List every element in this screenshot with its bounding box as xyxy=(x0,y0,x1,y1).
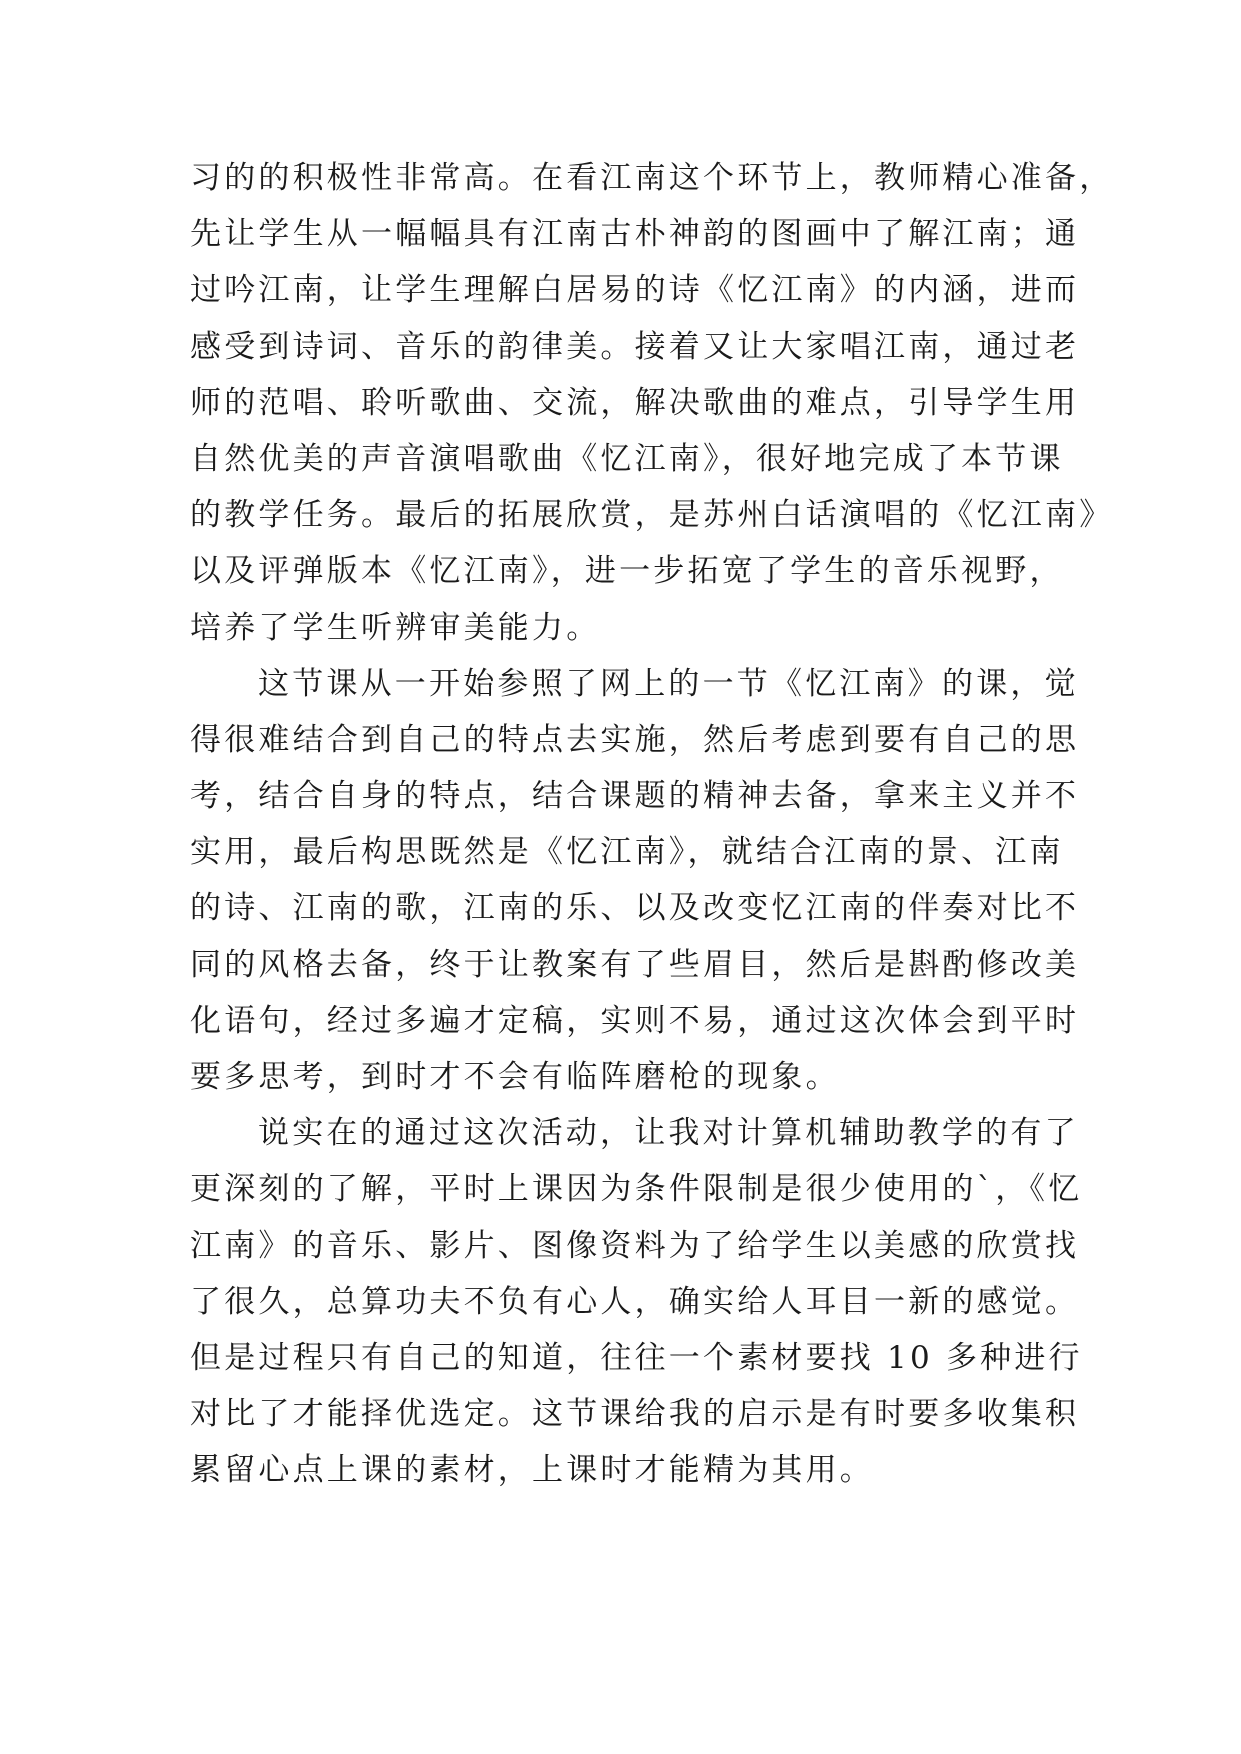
paragraph-2 xyxy=(190,656,1080,1106)
text-line: 说实在的通过这次活动，让我对计算机辅助教学的有了 xyxy=(258,1115,1079,1152)
text-line: 但是过程只有自己的知道，往往一个素材要找 10 多种进行 xyxy=(190,1339,1083,1376)
text-line: 更深刻的了解，平时上课因为条件限制是很少使用的`，《忆 xyxy=(190,1171,1083,1208)
text-line: 同的风格去备，终于让教案有了些眉目，然后是斟酌修改美 xyxy=(190,946,1080,983)
text-line: 这节课从一开始参照了网上的一节《忆江南》的课，觉 xyxy=(258,665,1079,702)
text-line: 考，结合自身的特点，结合课题的精神去备，拿来主义并不 xyxy=(190,778,1080,815)
text-line: 过吟江南，让学生理解白居易的诗《忆江南》的内涵，进而 xyxy=(190,272,1080,309)
text-line: 感受到诗词、音乐的韵律美。接着又让大家唱江南，通过老 xyxy=(190,328,1080,365)
text-line: 师的范唱、聆听歌曲、交流，解决歌曲的难点，引导学生用 xyxy=(190,384,1080,421)
text-line: 累留心点上课的素材，上课时才能精为其用。 xyxy=(190,1452,874,1489)
paragraph-1 xyxy=(190,150,1114,656)
text-line: 对比了才能择优选定。这节课给我的启示是有时要多收集积 xyxy=(190,1396,1080,1433)
text-line: 了很久，总算功夫不负有心人，确实给人耳目一新的感觉。 xyxy=(190,1283,1080,1320)
text-line: 要多思考，到时才不会有临阵磨枪的现象。 xyxy=(190,1059,840,1095)
text-line: 以及评弹版本《忆江南》，进一步拓宽了学生的音乐视野， xyxy=(190,553,1064,590)
text-line: 的诗、江南的歌，江南的乐、以及改变忆江南的伴奏对比不 xyxy=(190,890,1080,927)
document-body xyxy=(190,150,1114,1499)
text-line: 的教学任务。最后的拓展欣赏，是苏州白话演唱的《忆江南》 xyxy=(190,497,1114,534)
paragraph-3 xyxy=(190,1105,1083,1498)
text-line: 实用，最后构思既然是《忆江南》，就结合江南的景、江南 xyxy=(190,834,1064,871)
text-line: 先让学生从一幅幅具有江南古朴神韵的图画中了解江南；通 xyxy=(190,216,1080,253)
text-line: 得很难结合到自己的特点去实施，然后考虑到要有自己的思 xyxy=(190,721,1080,758)
text-line: 培养了学生听辨审美能力。 xyxy=(190,609,601,646)
text-line: 自然优美的声音演唱歌曲《忆江南》，很好地完成了本节课 xyxy=(190,440,1064,477)
text-line: 习的的积极性非常高。在看江南这个环节上，教师精心准备， xyxy=(190,160,1114,196)
text-line: 化语句，经过多遍才定稿，实则不易，通过这次体会到平时 xyxy=(190,1002,1080,1039)
text-line: 江南》的音乐、影片、图像资料为了给学生以美感的欣赏找 xyxy=(190,1227,1080,1264)
